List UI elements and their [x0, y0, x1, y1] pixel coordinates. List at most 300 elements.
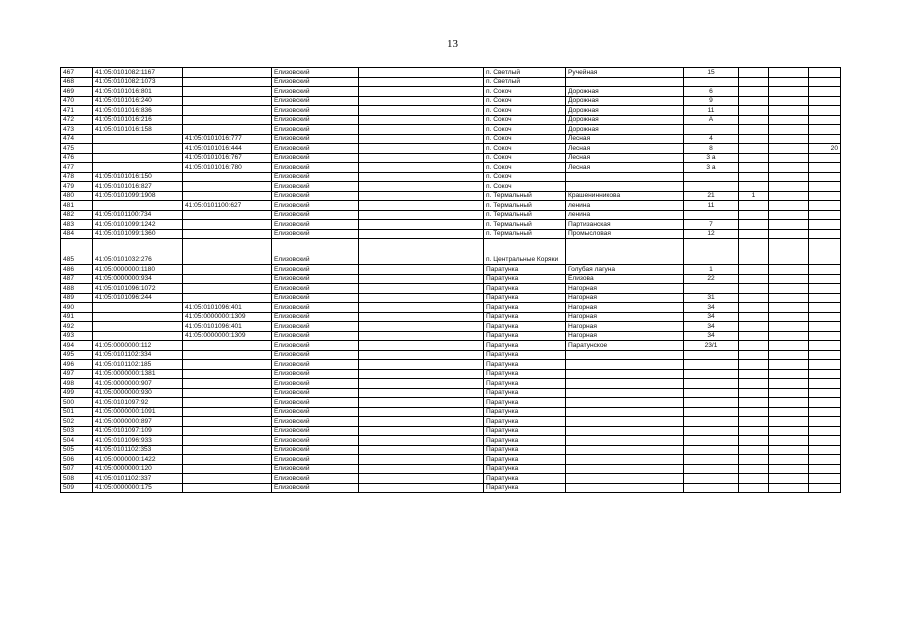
cell-secondary-cadastral-number: [183, 125, 272, 135]
cell-district: Елизовский: [272, 426, 359, 436]
cell-column-10: [769, 379, 809, 389]
cell-district: Елизовский: [272, 398, 359, 408]
cell-column-5: [359, 322, 484, 332]
cell-locality: Паратунка: [484, 436, 566, 446]
cell-secondary-cadastral-number: [183, 388, 272, 398]
cell-cadastral-number: [93, 303, 183, 313]
cell-row-number: 486: [61, 265, 93, 275]
cell-district: Елизовский: [272, 77, 359, 87]
cell-cadastral-number: 41:05:0000000:897: [93, 417, 183, 427]
cell-building: [739, 87, 769, 97]
cell-flat-number: [809, 134, 841, 144]
cell-building: [739, 144, 769, 154]
cell-column-10: [769, 274, 809, 284]
cell-row-number: 505: [61, 445, 93, 455]
cell-district: Елизовский: [272, 293, 359, 303]
cell-district: Елизовский: [272, 153, 359, 163]
cell-flat-number: [809, 455, 841, 465]
cell-building: [739, 210, 769, 220]
cell-house-number: [684, 426, 739, 436]
cell-column-10: [769, 134, 809, 144]
cell-house-number: [684, 388, 739, 398]
cell-district: Елизовский: [272, 265, 359, 275]
cell-building: [739, 407, 769, 417]
cell-flat-number: [809, 369, 841, 379]
cell-flat-number: [809, 284, 841, 294]
cell-building: [739, 134, 769, 144]
cell-column-10: [769, 182, 809, 192]
table-row: [61, 144, 841, 154]
cell-row-number: 477: [61, 163, 93, 173]
cell-cadastral-number: 41:05:0101032:276: [93, 239, 183, 265]
cell-building: [739, 464, 769, 474]
cell-building: [739, 474, 769, 484]
cell-house-number: [684, 125, 739, 135]
cell-street: Дорожная: [566, 125, 684, 135]
cell-column-5: [359, 115, 484, 125]
cell-column-10: [769, 369, 809, 379]
cell-street: Ручейная: [566, 68, 684, 78]
cell-house-number: 6: [684, 87, 739, 97]
cell-house-number: 1: [684, 265, 739, 275]
cell-column-5: [359, 274, 484, 284]
cell-locality: п. Термальный: [484, 201, 566, 211]
registry-table: [60, 67, 841, 493]
cell-column-5: [359, 172, 484, 182]
cell-secondary-cadastral-number: [183, 483, 272, 493]
cell-locality: Паратунка: [484, 474, 566, 484]
cell-street: Лесная: [566, 153, 684, 163]
cell-column-10: [769, 341, 809, 351]
cell-row-number: 472: [61, 115, 93, 125]
table-row: [61, 369, 841, 379]
cell-district: Елизовский: [272, 341, 359, 351]
cell-building: [739, 350, 769, 360]
table-row: [61, 201, 841, 211]
table-row: [61, 379, 841, 389]
cell-column-10: [769, 398, 809, 408]
cell-row-number: 481: [61, 201, 93, 211]
cell-street: [566, 350, 684, 360]
cell-flat-number: [809, 77, 841, 87]
cell-flat-number: [809, 106, 841, 116]
cell-district: Елизовский: [272, 201, 359, 211]
cell-secondary-cadastral-number: [183, 68, 272, 78]
cell-house-number: [684, 379, 739, 389]
cell-locality: п. Сокоч: [484, 87, 566, 97]
cell-house-number: [684, 398, 739, 408]
table-row: [61, 106, 841, 116]
cell-row-number: 506: [61, 455, 93, 465]
table-row: [61, 191, 841, 201]
cell-secondary-cadastral-number: [183, 350, 272, 360]
registry-body: [61, 68, 841, 493]
cell-building: 1: [739, 191, 769, 201]
cell-building: [739, 312, 769, 322]
page-number: 13: [447, 38, 458, 50]
cell-building: [739, 322, 769, 332]
cell-row-number: 498: [61, 379, 93, 389]
cell-flat-number: [809, 68, 841, 78]
cell-street: [566, 464, 684, 474]
table-row: [61, 229, 841, 239]
cell-row-number: 473: [61, 125, 93, 135]
table-row: [61, 153, 841, 163]
cell-street: [566, 483, 684, 493]
cell-street: [566, 182, 684, 192]
cell-cadastral-number: 41:05:0000000:1091: [93, 407, 183, 417]
cell-row-number: 500: [61, 398, 93, 408]
cell-flat-number: [809, 445, 841, 455]
cell-column-5: [359, 265, 484, 275]
table-row: [61, 172, 841, 182]
cell-column-10: [769, 144, 809, 154]
cell-flat-number: [809, 125, 841, 135]
cell-cadastral-number: 41:05:0101096:1072: [93, 284, 183, 294]
cell-building: [739, 303, 769, 313]
cell-secondary-cadastral-number: [183, 210, 272, 220]
cell-district: Елизовский: [272, 172, 359, 182]
cell-cadastral-number: 41:05:0000000:120: [93, 464, 183, 474]
cell-secondary-cadastral-number: [183, 87, 272, 97]
table-row: [61, 134, 841, 144]
cell-row-number: 469: [61, 87, 93, 97]
cell-column-10: [769, 125, 809, 135]
cell-house-number: [684, 210, 739, 220]
cell-column-10: [769, 303, 809, 313]
cell-district: Елизовский: [272, 417, 359, 427]
cell-district: Елизовский: [272, 210, 359, 220]
cell-column-5: [359, 153, 484, 163]
cell-row-number: 490: [61, 303, 93, 313]
cell-house-number: 22: [684, 274, 739, 284]
cell-building: [739, 388, 769, 398]
cell-column-5: [359, 303, 484, 313]
cell-cadastral-number: 41:05:0000000:934: [93, 274, 183, 284]
cell-cadastral-number: 41:05:0101099:1360: [93, 229, 183, 239]
cell-house-number: 21: [684, 191, 739, 201]
cell-cadastral-number: 41:05:0101102:353: [93, 445, 183, 455]
cell-row-number: 496: [61, 360, 93, 370]
cell-district: Елизовский: [272, 407, 359, 417]
cell-house-number: [684, 369, 739, 379]
cell-street: [566, 172, 684, 182]
cell-district: Елизовский: [272, 144, 359, 154]
cell-street: Лесная: [566, 144, 684, 154]
table-row: [61, 293, 841, 303]
cell-locality: п. Сокоч: [484, 106, 566, 116]
cell-secondary-cadastral-number: 41:05:0101100:627: [183, 201, 272, 211]
table-row: [61, 407, 841, 417]
cell-building: [739, 172, 769, 182]
cell-locality: Паратунка: [484, 407, 566, 417]
cell-street: [566, 388, 684, 398]
cell-cadastral-number: 41:05:0101100:734: [93, 210, 183, 220]
table-row: [61, 398, 841, 408]
cell-cadastral-number: 41:05:0101097:92: [93, 398, 183, 408]
cell-secondary-cadastral-number: 41:05:0101016:444: [183, 144, 272, 154]
table-row: [61, 274, 841, 284]
cell-flat-number: [809, 191, 841, 201]
cell-house-number: [684, 284, 739, 294]
cell-locality: Паратунка: [484, 331, 566, 341]
cell-district: Елизовский: [272, 134, 359, 144]
cell-cadastral-number: 41:05:0101016:240: [93, 96, 183, 106]
cell-locality: п. Сокоч: [484, 125, 566, 135]
cell-district: Елизовский: [272, 436, 359, 446]
cell-column-5: [359, 350, 484, 360]
table-row: [61, 125, 841, 135]
cell-locality: п. Сокоч: [484, 134, 566, 144]
cell-flat-number: 20: [809, 144, 841, 154]
cell-flat-number: [809, 350, 841, 360]
cell-column-10: [769, 426, 809, 436]
cell-flat-number: [809, 115, 841, 125]
cell-row-number: 470: [61, 96, 93, 106]
cell-locality: Паратунка: [484, 455, 566, 465]
table-row: [61, 68, 841, 78]
cell-flat-number: [809, 153, 841, 163]
cell-district: Елизовский: [272, 87, 359, 97]
cell-column-5: [359, 284, 484, 294]
cell-column-10: [769, 172, 809, 182]
cell-house-number: 3 а: [684, 163, 739, 173]
cell-column-5: [359, 220, 484, 230]
cell-street: [566, 239, 684, 265]
cell-building: [739, 125, 769, 135]
cell-secondary-cadastral-number: [183, 96, 272, 106]
cell-column-5: [359, 426, 484, 436]
table-row: [61, 312, 841, 322]
cell-flat-number: [809, 163, 841, 173]
cell-column-5: [359, 388, 484, 398]
cell-flat-number: [809, 388, 841, 398]
cell-row-number: 499: [61, 388, 93, 398]
cell-flat-number: [809, 407, 841, 417]
cell-column-10: [769, 163, 809, 173]
cell-street: [566, 407, 684, 417]
cell-house-number: [684, 407, 739, 417]
cell-row-number: 479: [61, 182, 93, 192]
cell-row-number: 501: [61, 407, 93, 417]
cell-building: [739, 163, 769, 173]
cell-secondary-cadastral-number: [183, 77, 272, 87]
cell-street: [566, 474, 684, 484]
cell-secondary-cadastral-number: [183, 464, 272, 474]
cell-column-5: [359, 483, 484, 493]
cell-district: Елизовский: [272, 163, 359, 173]
cell-flat-number: [809, 220, 841, 230]
cell-cadastral-number: 41:05:0101102:337: [93, 474, 183, 484]
cell-street: Дорожная: [566, 96, 684, 106]
cell-building: [739, 445, 769, 455]
cell-cadastral-number: [93, 312, 183, 322]
cell-column-10: [769, 153, 809, 163]
cell-secondary-cadastral-number: [183, 369, 272, 379]
cell-cadastral-number: 41:05:0000000:907: [93, 379, 183, 389]
cell-flat-number: [809, 474, 841, 484]
cell-cadastral-number: 41:05:0101082:1167: [93, 68, 183, 78]
cell-flat-number: [809, 322, 841, 332]
cell-street: Дорожная: [566, 87, 684, 97]
cell-district: Елизовский: [272, 68, 359, 78]
cell-column-5: [359, 201, 484, 211]
cell-house-number: [684, 77, 739, 87]
cell-house-number: 34: [684, 331, 739, 341]
cell-column-10: [769, 322, 809, 332]
cell-house-number: 4: [684, 134, 739, 144]
cell-row-number: 509: [61, 483, 93, 493]
cell-flat-number: [809, 201, 841, 211]
cell-secondary-cadastral-number: [183, 293, 272, 303]
table-row: [61, 483, 841, 493]
cell-row-number: 502: [61, 417, 93, 427]
cell-district: Елизовский: [272, 106, 359, 116]
cell-locality: п. Сокоч: [484, 96, 566, 106]
cell-row-number: 467: [61, 68, 93, 78]
cell-flat-number: [809, 398, 841, 408]
cell-flat-number: [809, 312, 841, 322]
table-row: [61, 474, 841, 484]
cell-street: [566, 436, 684, 446]
cell-street: [566, 417, 684, 427]
cell-cadastral-number: 41:05:0000000:175: [93, 483, 183, 493]
cell-locality: п. Сокоч: [484, 163, 566, 173]
cell-flat-number: [809, 182, 841, 192]
cell-row-number: 508: [61, 474, 93, 484]
cell-flat-number: [809, 172, 841, 182]
cell-flat-number: [809, 379, 841, 389]
cell-locality: Паратунка: [484, 483, 566, 493]
cell-secondary-cadastral-number: [183, 445, 272, 455]
cell-cadastral-number: 41:05:0101102:334: [93, 350, 183, 360]
cell-cadastral-number: 41:05:0000000:930: [93, 388, 183, 398]
cell-locality: Паратунка: [484, 341, 566, 351]
cell-street: Промысловая: [566, 229, 684, 239]
cell-district: Елизовский: [272, 125, 359, 135]
cell-street: Елизова: [566, 274, 684, 284]
cell-district: Елизовский: [272, 445, 359, 455]
cell-column-5: [359, 182, 484, 192]
cell-secondary-cadastral-number: [183, 106, 272, 116]
table-row: [61, 322, 841, 332]
table-row: [61, 417, 841, 427]
cell-column-5: [359, 360, 484, 370]
cell-row-number: 475: [61, 144, 93, 154]
cell-house-number: 23/1: [684, 341, 739, 351]
cell-flat-number: [809, 96, 841, 106]
cell-column-5: [359, 417, 484, 427]
cell-building: [739, 284, 769, 294]
cell-locality: п. Сокоч: [484, 115, 566, 125]
table-row: [61, 284, 841, 294]
cell-row-number: 504: [61, 436, 93, 446]
cell-column-10: [769, 87, 809, 97]
cell-locality: Паратунка: [484, 417, 566, 427]
cell-column-5: [359, 445, 484, 455]
cell-house-number: 9: [684, 96, 739, 106]
cell-house-number: [684, 239, 739, 265]
table-row: [61, 350, 841, 360]
cell-secondary-cadastral-number: [183, 182, 272, 192]
cell-street: ленина: [566, 210, 684, 220]
cell-secondary-cadastral-number: [183, 265, 272, 275]
cell-house-number: 34: [684, 312, 739, 322]
cell-district: Елизовский: [272, 284, 359, 294]
cell-flat-number: [809, 426, 841, 436]
cell-locality: Паратунка: [484, 464, 566, 474]
cell-cadastral-number: 41:05:0101099:1242: [93, 220, 183, 230]
cell-column-10: [769, 464, 809, 474]
cell-column-10: [769, 388, 809, 398]
cell-row-number: 495: [61, 350, 93, 360]
cell-district: Елизовский: [272, 369, 359, 379]
cell-flat-number: [809, 417, 841, 427]
cell-flat-number: [809, 464, 841, 474]
cell-street: Дорожная: [566, 106, 684, 116]
cell-building: [739, 341, 769, 351]
cell-column-10: [769, 220, 809, 230]
cell-street: Нагорная: [566, 331, 684, 341]
cell-column-10: [769, 115, 809, 125]
cell-district: Елизовский: [272, 350, 359, 360]
cell-column-10: [769, 106, 809, 116]
cell-column-5: [359, 229, 484, 239]
cell-building: [739, 106, 769, 116]
cell-flat-number: [809, 229, 841, 239]
cell-building: [739, 360, 769, 370]
cell-house-number: [684, 464, 739, 474]
table-row: [61, 341, 841, 351]
cell-locality: п. Светлый: [484, 68, 566, 78]
table-row: [61, 115, 841, 125]
cell-row-number: 471: [61, 106, 93, 116]
cell-house-number: 31: [684, 293, 739, 303]
cell-cadastral-number: 41:05:0101099:1908: [93, 191, 183, 201]
table-row: [61, 455, 841, 465]
cell-flat-number: [809, 293, 841, 303]
cell-locality: п. Светлый: [484, 77, 566, 87]
cell-locality: Паратунка: [484, 312, 566, 322]
cell-building: [739, 239, 769, 265]
cell-column-5: [359, 398, 484, 408]
cell-cadastral-number: 41:05:0101082:1073: [93, 77, 183, 87]
table-row: [61, 445, 841, 455]
cell-locality: Паратунка: [484, 274, 566, 284]
cell-column-5: [359, 191, 484, 201]
cell-house-number: 11: [684, 106, 739, 116]
cell-column-5: [359, 125, 484, 135]
cell-column-5: [359, 312, 484, 322]
cell-column-10: [769, 455, 809, 465]
cell-locality: п. Сокоч: [484, 153, 566, 163]
table-row: [61, 265, 841, 275]
cell-building: [739, 229, 769, 239]
cell-row-number: 488: [61, 284, 93, 294]
cell-cadastral-number: 41:05:0101016:150: [93, 172, 183, 182]
cell-house-number: 12: [684, 229, 739, 239]
cell-building: [739, 369, 769, 379]
table-row: [61, 464, 841, 474]
cell-flat-number: [809, 331, 841, 341]
cell-building: [739, 293, 769, 303]
cell-building: [739, 274, 769, 284]
cell-secondary-cadastral-number: 41:05:0101096:401: [183, 303, 272, 313]
cell-column-10: [769, 191, 809, 201]
cell-street: Нагорная: [566, 284, 684, 294]
table-row: [61, 182, 841, 192]
cell-secondary-cadastral-number: [183, 426, 272, 436]
